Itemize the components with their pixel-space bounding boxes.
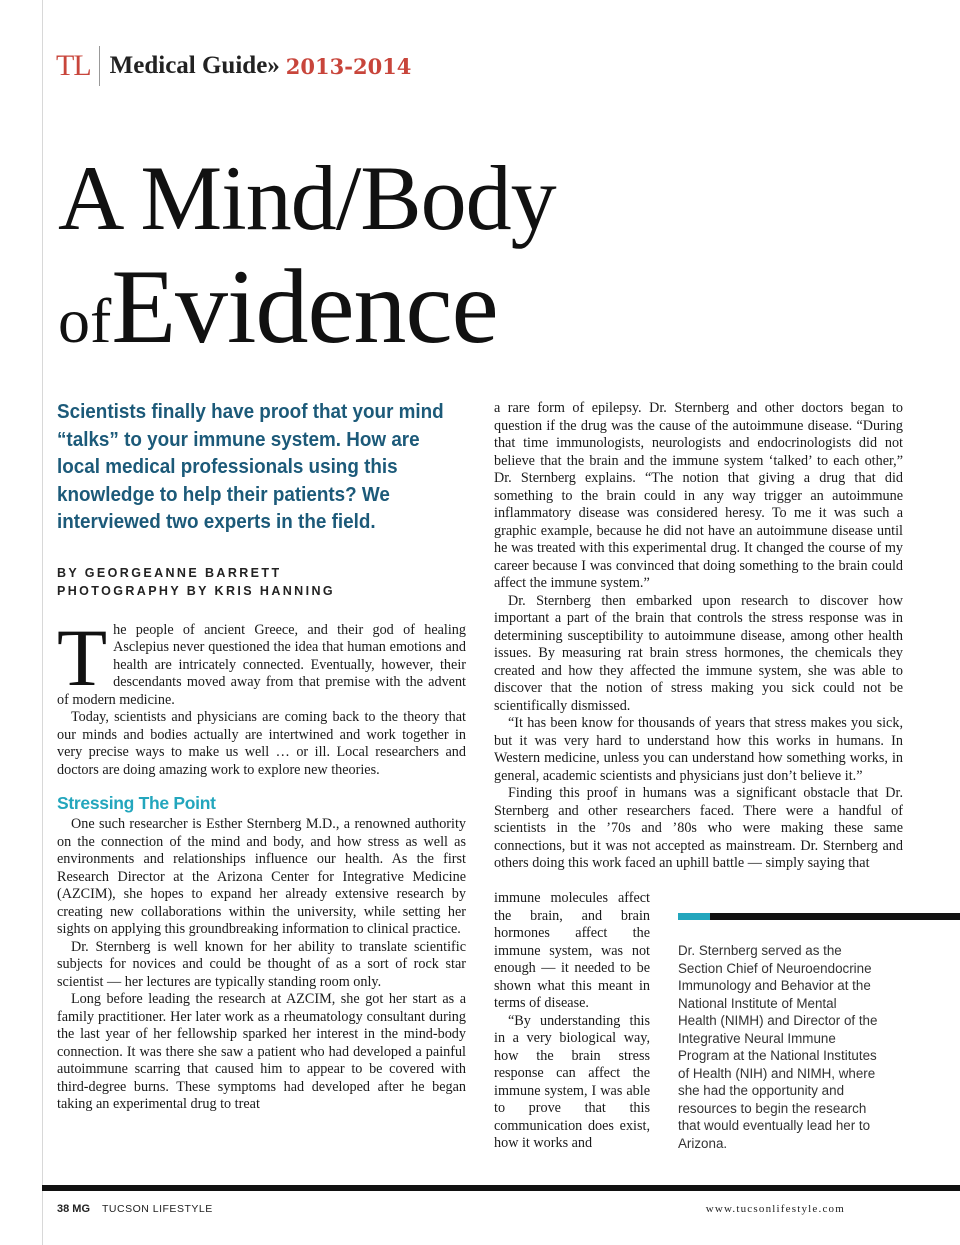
paragraph-r2: Dr. Sternberg then embarked upon research to discover how important a part of the brain that controls the stress response was in determining susceptibility to autoimmune disease, among other health issues. By measuring rat brain stress hormones, the chemicals they created and how they affected the immune system, she was able to discover that the notion of stress making you sick could not be scientifically dismissed.	[494, 592, 903, 714]
paragraph-r1: a rare form of epilepsy. Dr. Sternberg and other doctors began to question if the drug was the cause of the autoimmune disease. “During that time immunologists, neurologists and endocrinologists did not believe that the brain and the immune system ‘talked’ to each other,” Dr. Sternberg explains. “The notion that giving a drug that did something to the brain could in any way trigger an autoimmune inflammatory disease was considered heresy. To me it was such a graphic example, because he did not have an autoimmune disease until he was treated with this experimental drug. It changed the course of my career because I was convinced that doing something to the brain could affect the immune system.”	[494, 400, 903, 591]
page-left-rule	[42, 0, 43, 1245]
magazine-name: TUCSON LIFESTYLE	[102, 1203, 213, 1215]
paragraph-3: One such researcher is Esther Sternberg M.D., a renowned authority on the connection of the mind and body, and how stress as well as environments and relationships influence our health. As the first Research Director at the Arizona Center for Integrative Medicine (AZCIM), she hopes to expand her already extensive research by creating new collaborations within the university, while setting her sights on applying this groundbreaking information to clinical practice.	[57, 816, 466, 937]
article-title-line2	[58, 246, 498, 368]
footer-rule	[42, 1185, 960, 1191]
byline-author: BY GEORGEANNE BARRETT	[57, 565, 282, 580]
paragraph-r4: Finding this proof in humans was a significant obstacle that Dr. Sternberg and other researchers faced. There were a handful of scientists in the ’70s and ’80s who were making these same connections, but it was not accepted as mainstream. Dr. Sternberg and others doing this work faced an uphill battle — simply saying that	[494, 785, 903, 871]
narrow-column	[494, 890, 650, 1153]
paragraph-5: Long before leading the research at AZCIM, she got her start as a family practitioner. Her later work as a rheumatology consultant during the last year of her fellowship sparked her interest in the mind-body connection. It was there she saw a patient who had developed a painful autoimmune scarring that caused him to appear to be covered with third-degree burns. These symptoms had developed after he began taking an experimental drug to treat	[57, 991, 466, 1112]
paragraph-1-text: he people of ancient Greece, and their god of healing Asclepius never questioned the idea that human emotions and health are intricately connected. Eventually, however, their descendants moved away from that premise with the advent of modern medicine.	[57, 621, 466, 708]
magazine-logo: TL	[56, 49, 91, 82]
sidebar-rule-dark	[710, 913, 960, 920]
paragraph-2: Today, scientists and physicians are coming back to the theory that our minds and bodies actually are intertwined and work together in very precise ways to make us well … or ill. Local researchers and doctors are doing amazing work to explore new theories.	[57, 709, 466, 778]
sidebar	[678, 913, 960, 1152]
sidebar-rule	[678, 913, 960, 920]
paragraph-4: Dr. Sternberg is well known for her ability to translate scientific subjects for novices and could be thought of as a sort of rock star scientist — her lectures are typically standing room only.	[57, 938, 466, 990]
right-column	[494, 400, 903, 873]
section-name: Medical Guide»	[109, 52, 280, 79]
header-divider	[99, 46, 100, 86]
paragraph-1	[57, 611, 466, 710]
sidebar-caption: Dr. Sternberg served as the Section Chief of Neuroendocrine Immunology and Behavior at the National Institute of Mental Health (NIMH) and Director of the Integrative Neural Immune Program at the National Institutes of Health (NIH) and NIMH, where she had the opportunity and resources to begin the research that would eventually lead her to Arizona.	[678, 943, 878, 1151]
left-column	[57, 398, 466, 1114]
subhead: Stressing The Point	[57, 793, 216, 813]
title-of: of	[58, 285, 112, 356]
title-evidence: Evidence	[111, 248, 498, 365]
paragraph-n1: immune molecules affect the brain, and brain hormones affect the immune system, was not enough — it needed to be shown what this meant in terms of disease.	[494, 890, 650, 1011]
sidebar-rule-accent	[678, 913, 710, 920]
paragraph-r3: “It has been know for thousands of years that stress makes you sick, but it was very hard to understand how this works in humans. In Western medicine, unless you can understand how something works, in general, academic scientists and physicians just don’t believe it.”	[494, 715, 903, 784]
footer-url: www.tucsonlifestyle.com	[705, 1203, 845, 1215]
footer-left	[57, 1203, 213, 1215]
article-title-line1: A Mind/Body	[58, 147, 556, 249]
article-intro: Scientists finally have proof that your mind “talks” to your immune system. How are local medical professionals using this knowledge to help their patients? We interviewed two experts in the field.	[57, 400, 444, 533]
section-header	[56, 46, 411, 86]
paragraph-n2: “By understanding this in a very biological way, how the brain stress response can affect the immune system, I was able to prove that this communication does exist, how it works and	[494, 1012, 650, 1151]
byline	[57, 564, 466, 600]
drop-cap: T	[57, 611, 108, 703]
page-number: 38 MG	[57, 1203, 91, 1215]
byline-photographer: PHOTOGRAPHY BY KRIS HANNING	[57, 583, 336, 598]
section-year: 2013-2014	[285, 53, 412, 79]
